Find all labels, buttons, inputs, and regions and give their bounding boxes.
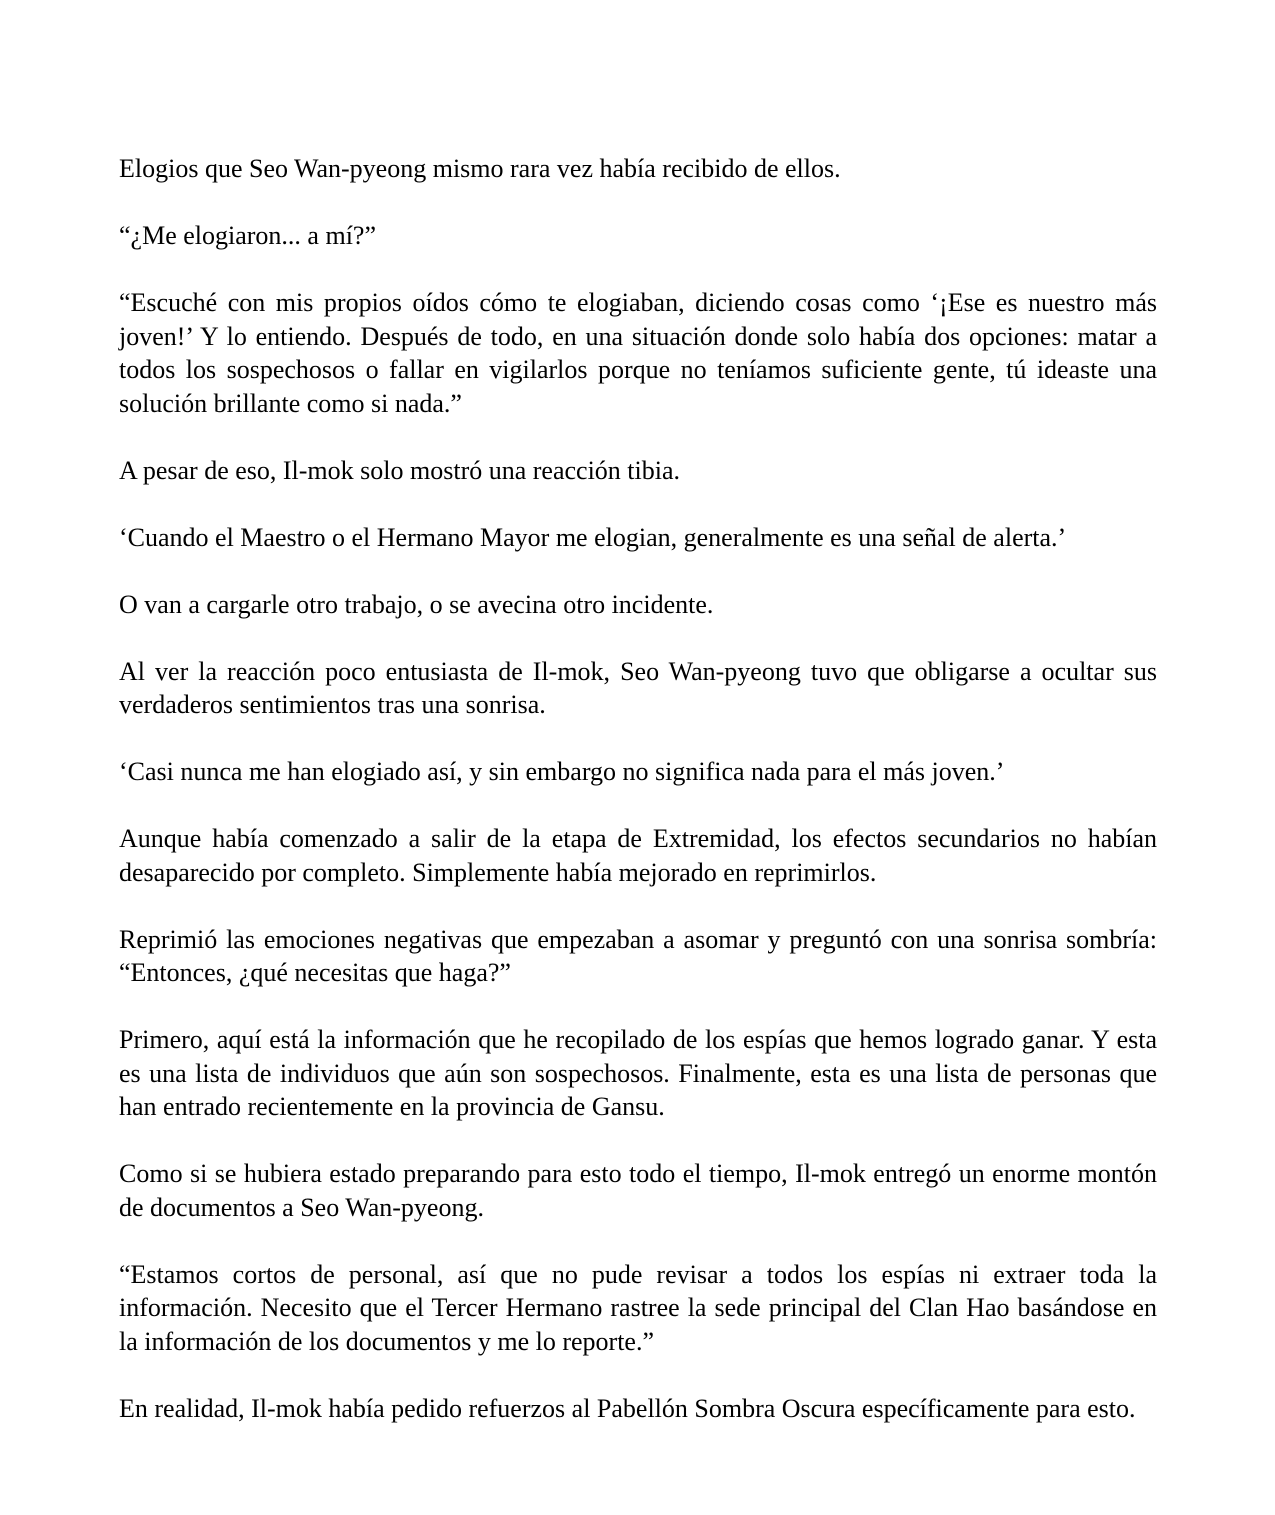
document-page — [119, 152, 1157, 1425]
paragraph-5: ‘Cuando el Maestro o el Hermano Mayor me elogian, generalmente es una señal de alerta.’ — [119, 522, 1067, 552]
paragraph-8: ‘Casi nunca me han elogiado así, y sin embargo no significa nada para el más joven.’ — [119, 757, 1005, 786]
paragraph-2: “¿Me elogiaron... a mí?” — [119, 221, 376, 250]
paragraph-10: Reprimió las emociones negativas que empezaban a asomar y preguntó con una sonrisa sombría: “Entonces, ¿qué necesitas que haga?” — [119, 924, 1157, 987]
paragraph-14: En realidad, Il-mok había pedido refuerzos al Pabellón Sombra Oscura específicamente para esto. — [119, 1393, 1136, 1423]
paragraph-11: Primero, aquí está la información que he recopilado de los espías que hemos logrado ganar. Y esta es una lista de individuos que aún son sospechosos. Finalmente, esta es una lista de personas que han entrado recientemente en la provincia de Gansu. — [119, 1025, 1157, 1121]
paragraph-13: “Estamos cortos de personal, así que no pude revisar a todos los espías ni extraer toda la información. Necesito que el Tercer Hermano rastree la sede principal del Clan Hao basándose en la información de los documentos y me lo reporte.” — [119, 1259, 1157, 1356]
paragraph-12: Como si se hubiera estado preparando para esto todo el tiempo, Il-mok entregó un enorme montón de documentos a Seo Wan-pyeong. — [119, 1159, 1157, 1222]
paragraph-1: Elogios que Seo Wan-pyeong mismo rara vez había recibido de ellos. — [119, 154, 841, 183]
paragraph-4: A pesar de eso, Il-mok solo mostró una reacción tibia. — [119, 455, 681, 485]
paragraph-9: Aunque había comenzado a salir de la etapa de Extremidad, los efectos secundarios no habían desaparecido por completo. Simplemente había mejorado en reprimirlos. — [119, 824, 1157, 887]
paragraph-7: Al ver la reacción poco entusiasta de Il-mok, Seo Wan-pyeong tuvo que obligarse a ocultar sus verdaderos sentimientos tras una sonrisa. — [119, 656, 1157, 719]
paragraph-6: O van a cargarle otro trabajo, o se avecina otro incidente. — [119, 589, 714, 619]
paragraph-3: “Escuché con mis propios oídos cómo te elogiaban, diciendo cosas como ‘¡Ese es nuestro más joven!’ Y lo entiendo. Después de todo, en una situación donde solo había dos opciones: matar a todos los sospechosos o fallar en vigilarlos porque no teníamos suficiente gente, tú ideaste una solución brillante como si nada.” — [119, 288, 1157, 418]
